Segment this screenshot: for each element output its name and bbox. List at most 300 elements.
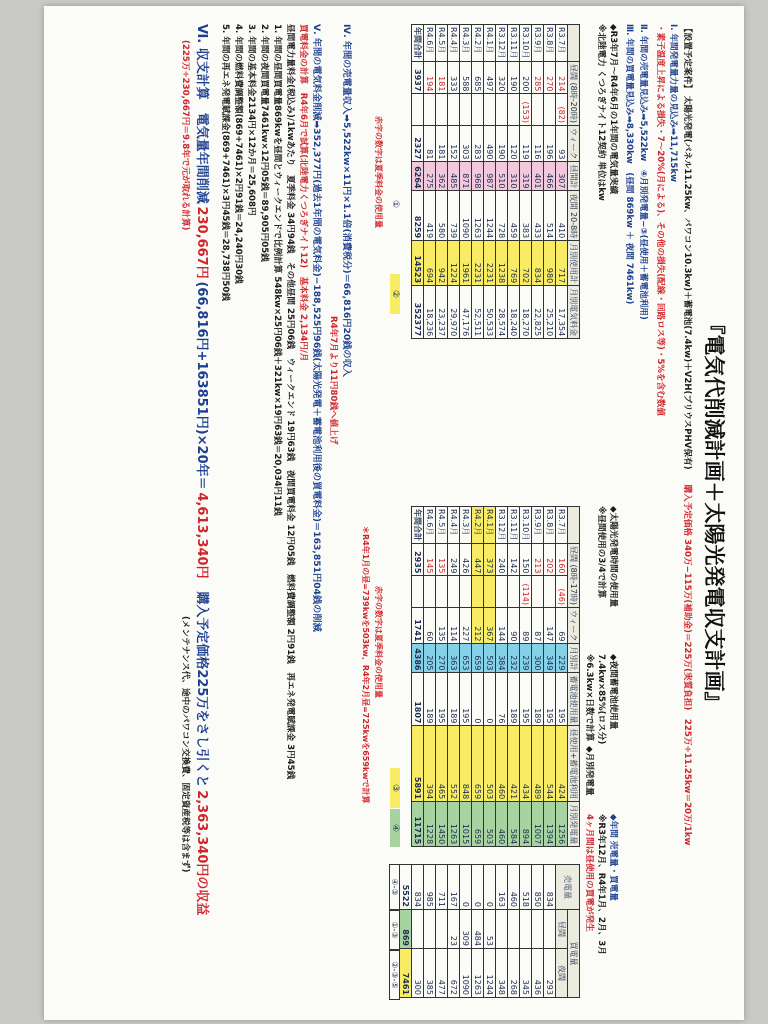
t1-day-sub-cell: (82): [556, 94, 568, 126]
t1-night-cell: 8259: [412, 191, 424, 241]
t2-week-cell: 90: [508, 607, 520, 644]
t3-day-cell: [496, 910, 508, 949]
t2-row: [544, 507, 556, 847]
t2-month-cell: R4.1月: [484, 507, 496, 544]
t1-night-cell: 728: [496, 191, 508, 241]
t1-month-cell: R4.6月: [424, 25, 436, 62]
t1-week-cell: 119: [520, 125, 532, 162]
t2-day-cell: 447: [472, 544, 484, 576]
t1-header-day-total: 昼間計: [568, 162, 580, 191]
t1-night-cell: 580: [436, 191, 448, 241]
t2-monthly-cell: 239: [520, 644, 532, 673]
t2-day-cell: 213: [532, 544, 544, 576]
t2-day-sub-cell: (46): [556, 576, 568, 608]
t2-combined-cell: 489: [532, 726, 544, 802]
t2-day-sub-cell: [448, 576, 460, 608]
t3-row: [484, 865, 496, 998]
t2-battery-cell: 0: [484, 673, 496, 726]
t3-day-cell: [520, 910, 532, 949]
t2-day-sub-cell: [424, 576, 436, 608]
t1-row: [520, 25, 532, 339]
t1-day-cell: 497: [484, 62, 496, 94]
t1-month-cell: R4.5月: [436, 25, 448, 62]
t1-night-cell: 1263: [472, 191, 484, 241]
t3-row: [472, 865, 484, 998]
t3-header-night: 夜間: [556, 949, 568, 998]
t1-week-cell: 116: [532, 125, 544, 162]
t1-header-monthly-total: 月別使用計: [568, 241, 580, 286]
t2-day-cell: 202: [544, 544, 556, 576]
t1-night-cell: 514: [544, 191, 556, 241]
t1-day-cell: 214: [556, 62, 568, 94]
t2-adjust-note: ＊R4年1月の昼=739kwを503kw、R4年2月昼=725kwを659kwで計算: [361, 526, 370, 804]
calc-line-2: 2. 年間の夜間買電量7461kw×12円05銭＝89,905円05銭: [259, 24, 269, 262]
t2-generation-cell: 1394: [544, 802, 556, 847]
t2-month-cell: R4.6月: [424, 507, 436, 544]
t1-day-sub-cell: [484, 94, 496, 126]
t1-week-cell: 283: [472, 125, 484, 162]
t1-week-cell: 93: [556, 125, 568, 162]
t2-battery-cell: 1807: [412, 673, 424, 726]
t1-day-total-cell: 987: [484, 162, 496, 191]
t1-day-cell: 3937: [412, 62, 424, 94]
balance-summary: [191, 24, 210, 915]
t3-night-cell: 345: [520, 949, 532, 998]
t1-monthly-total-cell: 980: [544, 241, 556, 286]
t2-day-cell: 142: [508, 544, 520, 576]
t3-night-cell: 1090: [460, 949, 472, 998]
t1-week-cell: 196: [544, 125, 556, 162]
t2-day-sub-cell: [544, 576, 556, 608]
t1-month-cell: R4.3月: [460, 25, 472, 62]
t1-day-sub-cell: (153): [520, 94, 532, 126]
t2-day-sub-cell: [508, 576, 520, 608]
t1-day-total-cell: 6264: [412, 162, 424, 191]
t2-month-cell: R3.10月: [520, 507, 532, 544]
t1-night-cell: 1090: [460, 191, 472, 241]
t2-monthly-cell: 270: [436, 644, 448, 673]
marker-3: ③: [390, 768, 400, 808]
t1-day-total-cell: 401: [532, 162, 544, 191]
t1-day-cell: 285: [532, 62, 544, 94]
t1-monthly-total-cell: 1961: [460, 241, 472, 286]
t1-day-sub-cell: [448, 94, 460, 126]
t2-month-cell: R4.3月: [460, 507, 472, 544]
t1-row: [472, 25, 484, 339]
t1-monthly-total-cell: 702: [520, 241, 532, 286]
t1-monthly-total-cell: 1238: [496, 241, 508, 286]
contract-note: ※北陸電力 くつろぎナイト12契約 単位はkw: [596, 24, 606, 201]
t2-row: [496, 507, 508, 847]
t2-battery-cell: 195: [544, 673, 556, 726]
marker-4: ④: [390, 809, 400, 847]
t2-month-cell: R4.5月: [436, 507, 448, 544]
t1-day-total-cell: 485: [448, 162, 460, 191]
t2-row: [556, 507, 568, 847]
t2-generation-cell: 1263: [448, 802, 460, 847]
t1-bill-cell: 22,825: [532, 286, 544, 339]
t2-day-cell: 426: [460, 544, 472, 576]
t1-day-total-cell: 275: [424, 162, 436, 191]
t1-day-total-cell: 319: [520, 162, 532, 191]
t2-monthly-cell: 205: [424, 644, 436, 673]
twenty-year-formula: (66,816円+163851円)×20年＝: [194, 281, 209, 490]
t3-row: [400, 865, 412, 998]
t1-header-bill: 月別電気料金: [568, 286, 580, 339]
t2-header-battery: 蓄電池使用量: [568, 673, 580, 726]
t2-month-cell: R3.7月: [556, 507, 568, 544]
t2-header-day-hours: (8時-17時): [569, 564, 579, 605]
t3-day-cell: 869: [400, 910, 412, 949]
t2-week-cell: 367: [484, 607, 496, 644]
t2-battery-cell: 195: [556, 673, 568, 726]
t1-week-cell: 490: [484, 125, 496, 162]
t2-week-cell: 60: [424, 607, 436, 644]
t2-month-cell: R3.8月: [544, 507, 556, 544]
t1-day-cell: 320: [496, 62, 508, 94]
t1-day-sub-cell: [424, 94, 436, 126]
t3-header-bought: 買電量: [568, 910, 580, 998]
t3-sold-cell: 163: [496, 865, 508, 910]
t2-week-cell: 1741: [412, 607, 424, 644]
t1-night-cell: 433: [532, 191, 544, 241]
t2-row: [484, 507, 496, 847]
calc-line-5: 5. 年間の再エネ発電賦課金(869+7461)×3円45銭＝28,738円50銭: [220, 24, 230, 301]
t3-row: [436, 865, 448, 998]
t2-day-sub-cell: [436, 576, 448, 608]
t2-monthly-cell: 300: [532, 644, 544, 673]
calc-line-4: 4. 年間の燃料費調整額(869+7461)×2円91銭＝24,240円30銭: [233, 24, 243, 284]
t2-row: [532, 507, 544, 847]
t1-monthly-total-cell: 942: [436, 241, 448, 286]
t3-formula-sold: ④-③: [389, 864, 400, 910]
t1-monthly-total-cell: 694: [424, 241, 436, 286]
document-page: [44, 6, 744, 1020]
t3-row: [412, 865, 424, 998]
exclusion-note: (メンテナンス代、途中のパワコン交換費、固定資産税等は含まず): [180, 616, 190, 873]
t2-header-combined: 昼使用+蓄電池利用: [568, 726, 580, 802]
t1-night-cell: 410: [556, 191, 568, 241]
t3-formula-night: ②-③-⑤: [389, 950, 400, 1000]
t3-day-cell: [532, 910, 544, 949]
t3-day-cell: [544, 910, 556, 949]
t2-generation-cell: 1015: [460, 802, 472, 847]
t3-night-cell: 672: [448, 949, 460, 998]
t1-day-total-cell: 871: [460, 162, 472, 191]
t3-row: [460, 865, 472, 998]
t1-row: [412, 25, 424, 339]
t2-battery-cell: 189: [508, 673, 520, 726]
t3-header-sold: 売電量: [556, 865, 580, 910]
t3-night-cell: 385: [424, 949, 436, 998]
t3-day-cell: [412, 910, 424, 949]
t1-monthly-total-cell: 769: [508, 241, 520, 286]
t3-row: [544, 865, 556, 998]
t3-day-cell: 309: [460, 910, 472, 949]
t2-month-cell: R3.12月: [496, 507, 508, 544]
t1-header-night: 夜間 20-8時: [568, 191, 580, 241]
t1-day-cell: 181: [436, 62, 448, 94]
t1-month-cell: R4.4月: [448, 25, 460, 62]
t2-monthly-cell: 384: [496, 644, 508, 673]
t1-header-day-label: 昼間: [569, 64, 579, 80]
t3-row: [448, 865, 460, 998]
t2-week-cell: 87: [532, 607, 544, 644]
t1-day-cell: 333: [448, 62, 460, 94]
t2-month-cell: R4.4月: [448, 507, 460, 544]
t2-month-cell: R4.2月: [472, 507, 484, 544]
t1-night-cell: 419: [424, 191, 436, 241]
t1-day-sub-cell: [436, 94, 448, 126]
t2-generation-cell: 659: [472, 802, 484, 847]
t2-monthly-cell: 659: [472, 644, 484, 673]
t2-month-cell: R3.11月: [508, 507, 520, 544]
t1-bill-cell: 352377: [412, 286, 424, 339]
t2-header-monthly: 月別計: [568, 644, 580, 673]
winter-months-note: ※R3年12月、R4年1月、2月、3月: [596, 814, 606, 955]
t1-week-cell: 190: [496, 125, 508, 162]
t2-week-cell: 227: [460, 607, 472, 644]
t1-bill-cell: 18,240: [508, 286, 520, 339]
t2-day-cell: 160: [556, 544, 568, 576]
page-title: 『電気代削減計画＋太陽光発電収支計画』: [702, 313, 727, 713]
t2-battery-cell: 0: [472, 673, 484, 726]
t2-combined-cell: 552: [448, 726, 460, 802]
annual-generation-line: Ⅰ. 年間発電量力量の見込み➡11,715kw: [668, 24, 678, 183]
t3-sold-cell: 0: [472, 865, 484, 910]
t3-row: [520, 865, 532, 998]
t1-summer-note: 赤字の数字は夏季料金の使用量: [374, 116, 383, 228]
net-label: 購入予定価格225万をさし引くと: [194, 591, 209, 788]
t1-monthly-total-cell: 834: [532, 241, 544, 286]
t2-combined-cell: 434: [520, 726, 532, 802]
t2-battery-cell: 195: [436, 673, 448, 726]
t2-monthly-cell: 232: [508, 644, 520, 673]
t3-sold-cell: 518: [520, 865, 532, 910]
t1-day-sub-cell: [544, 94, 556, 126]
t2-header-generation: 月別発電量: [568, 802, 580, 847]
t1-month-cell: 年間合計: [412, 25, 424, 62]
t1-row: [532, 25, 544, 339]
t1-row: [544, 25, 556, 339]
t2-row: [412, 507, 424, 847]
t2-battery-cell: 195: [520, 673, 532, 726]
t2-row: [436, 507, 448, 847]
t3-sold-cell: 0: [460, 865, 472, 910]
payback-note: (225万÷230,667円＝9.8年で元が取れる計算): [180, 40, 190, 231]
t1-day-total-cell: 307: [556, 162, 568, 191]
t1-monthly-total-cell: 1224: [448, 241, 460, 286]
t1-bill-cell: 50,533: [484, 286, 496, 339]
t2-month-cell: R3.9月: [532, 507, 544, 544]
t2-battery-cell: 189: [448, 673, 460, 726]
t1-row: [556, 25, 568, 339]
t3-day-cell: 53: [484, 910, 496, 949]
t1-day-cell: 194: [424, 62, 436, 94]
t3-sold-cell: 0: [484, 865, 496, 910]
t1-day-sub-cell: [508, 94, 520, 126]
t1-row: [436, 25, 448, 339]
t1-month-cell: R4.2月: [472, 25, 484, 62]
t1-row: [496, 25, 508, 339]
t3-row: [532, 865, 544, 998]
t3-day-cell: 484: [472, 910, 484, 949]
t1-bill-cell: 28,574: [496, 286, 508, 339]
t2-generation-cell: 1256: [556, 802, 568, 847]
t1-day-total-cell: 310: [508, 162, 520, 191]
t2-generation-cell: 11715: [412, 802, 424, 847]
t3-formula-row: [389, 864, 400, 1000]
t2-monthly-cell: 653: [460, 644, 472, 673]
t1-week-cell: 181: [436, 125, 448, 162]
t2-battery-cell: 76: [496, 673, 508, 726]
t2-day-cell: 135: [436, 544, 448, 576]
t2-combined-cell: 659: [472, 726, 484, 802]
t3-night-cell: 293: [544, 949, 556, 998]
t3-sold-cell: 460: [508, 865, 520, 910]
t1-day-cell: 685: [472, 62, 484, 94]
t2-generation-cell: 460: [496, 802, 508, 847]
t3-sold-cell: 985: [424, 865, 436, 910]
t2-day-sub-cell: [472, 576, 484, 608]
t2-monthly-cell: 4386: [412, 644, 424, 673]
t1-month-cell: R3.10月: [520, 25, 532, 62]
t1-monthly-total-cell: 2231: [472, 241, 484, 286]
t2-generation-cell: 1007: [532, 802, 544, 847]
t2-day-sub-cell: [532, 576, 544, 608]
marker-2: ②: [390, 274, 400, 314]
t1-row: [448, 25, 460, 339]
t2-generation-cell: 894: [520, 802, 532, 847]
t1-day-sub-cell: [460, 94, 472, 126]
setup-line: [681, 24, 692, 845]
t1-day-cell: 190: [508, 62, 520, 94]
t3-sold-cell: 711: [436, 865, 448, 910]
t1-bill-cell: 23,237: [436, 286, 448, 339]
record-heading: ◆R3年7月〜R4年6月の1年間の電気量実績: [608, 24, 618, 195]
t3-row: [496, 865, 508, 998]
t2-week-cell: 135: [436, 607, 448, 644]
t1-month-cell: R3.7月: [556, 25, 568, 62]
t1-month-cell: R3.8月: [544, 25, 556, 62]
t2-header-month: [568, 507, 580, 544]
t1-row: [460, 25, 472, 339]
t2-generation-cell: 503: [484, 802, 496, 847]
solar-usage-note: ※昼間使用の3/4で計算: [596, 506, 606, 599]
t2-monthly-cell: 503: [484, 644, 496, 673]
t1-day-sub-cell: [412, 94, 424, 126]
t2-day-sub-cell: (114): [520, 576, 532, 608]
t2-week-cell: 69: [556, 607, 568, 644]
t1-day-total-cell: 510: [496, 162, 508, 191]
sales-income-text: Ⅳ. 年間の売電量収入➡5,522kw×11円×1.1倍(消費税分)＝66,816円20銭の収入: [341, 24, 352, 377]
t2-day-cell: 2935: [412, 544, 424, 576]
t1-header-month: [568, 25, 580, 62]
t2-week-cell: 89: [520, 607, 532, 644]
loss-note-line: ・素子温度上昇による損失・7〜20%(月による)、その他の損失(配線・回路ロス等)・5%を含む数値: [655, 24, 665, 417]
t1-night-cell: 739: [448, 191, 460, 241]
t3-day-cell: [436, 910, 448, 949]
t2-day-sub-cell: [484, 576, 496, 608]
t1-night-cell: 459: [508, 191, 520, 241]
t2-combined-cell: 394: [424, 726, 436, 802]
t2-month-cell: 年間合計: [412, 507, 424, 544]
setup-project-text: 【設置予定案件】 太陽光発電(パネル11.25kw、パワコン10.3kw)＋蓄電池(7.4kw)＋V2H(プリウスPHV保有): [682, 24, 692, 470]
solar-usage-heading: ◆太陽光発電時間の使用量: [608, 506, 618, 608]
t1-week-cell: 120: [508, 125, 520, 162]
t1-day-sub-cell: [496, 94, 508, 126]
calc-line-1: 1. 年間の昼間買電量869kwを昼間とウィークエンドで比例計算 548kw×25円06銭＋321kw×19円63銭＝20,034円11銭: [272, 24, 282, 516]
t3-night-cell: 477: [436, 949, 448, 998]
t1-monthly-total-cell: 2231: [484, 241, 496, 286]
t1-week-cell: 152: [448, 125, 460, 162]
purchase-price-text: 購入予定価格 340万−115万(補助金)＝225万(実質負担) 225万÷11.25kw＝20万/1kw: [682, 484, 692, 846]
t2-combined-cell: 424: [556, 726, 568, 802]
monthly-generation-heading: ◆月別発電量: [584, 746, 594, 796]
t1-header-day: [568, 62, 580, 126]
t1-bill-cell: 17,354: [556, 286, 568, 339]
t2-row: [424, 507, 436, 847]
t1-week-cell: 2327: [412, 125, 424, 162]
t3-night-cell: 348: [496, 949, 508, 998]
battery-usage-formula: 7.4kw×85%(ロス分): [596, 654, 606, 745]
t2-day-sub-cell: [496, 576, 508, 608]
t3-formula-day: ①-③: [389, 910, 400, 950]
t2-day-cell: 373: [484, 544, 496, 576]
t1-bill-cell: 29,970: [448, 286, 460, 339]
t2-combined-cell: 421: [508, 726, 520, 802]
t2-row: [520, 507, 532, 847]
sales-purchase-table: [399, 864, 580, 998]
marker-1: ①: [390, 199, 400, 209]
t1-night-cell: 383: [520, 191, 532, 241]
t2-week-cell: 212: [472, 607, 484, 644]
net-profit-value: 2,363,340円の収益: [194, 790, 209, 916]
t2-monthly-cell: 363: [448, 644, 460, 673]
balance-label: Ⅵ. 収支計算 電気量年間削減: [194, 24, 209, 204]
t3-night-cell: 300: [412, 949, 424, 998]
t3-header-day: 昼間: [556, 910, 568, 949]
annual-purchase-line: Ⅲ. 年間の買電量見込み➡8,330kw (昼間 869kw ＋ 夜間 7461kw): [624, 24, 634, 305]
t1-row: [484, 25, 496, 339]
t1-bill-cell: 25,210: [544, 286, 556, 339]
t1-day-total-cell: 466: [544, 162, 556, 191]
t1-night-cell: 1244: [484, 191, 496, 241]
t2-week-cell: 114: [448, 607, 460, 644]
t1-day-total-cell: 362: [436, 162, 448, 191]
t1-bill-cell: 18,270: [520, 286, 532, 339]
t3-row: [424, 865, 436, 998]
t1-monthly-total-cell: 14523: [412, 241, 424, 286]
calc-line-3: 3. 年間の基本料金2134円×12か月＝25,608円: [246, 24, 256, 216]
t2-header-day: [568, 544, 580, 608]
t1-header-week: ウィーク: [568, 125, 580, 162]
t2-monthly-cell: 229: [556, 644, 568, 673]
t3-day-cell: 23: [448, 910, 460, 949]
t2-day-cell: 249: [448, 544, 460, 576]
t3-sold-cell: 850: [532, 865, 544, 910]
t3-sold-cell: 5522: [400, 865, 412, 910]
t2-day-sub-cell: [460, 576, 472, 608]
t1-bill-cell: 52,511: [472, 286, 484, 339]
sales-purchase-heading: ◆年間 売電量・買電量: [608, 814, 618, 901]
t2-day-cell: 240: [496, 544, 508, 576]
t3-day-cell: [508, 910, 520, 949]
t2-row: [508, 507, 520, 847]
t2-header-week: ウィーク: [568, 607, 580, 644]
t2-day-cell: 150: [520, 544, 532, 576]
t2-combined-cell: 503: [484, 726, 496, 802]
